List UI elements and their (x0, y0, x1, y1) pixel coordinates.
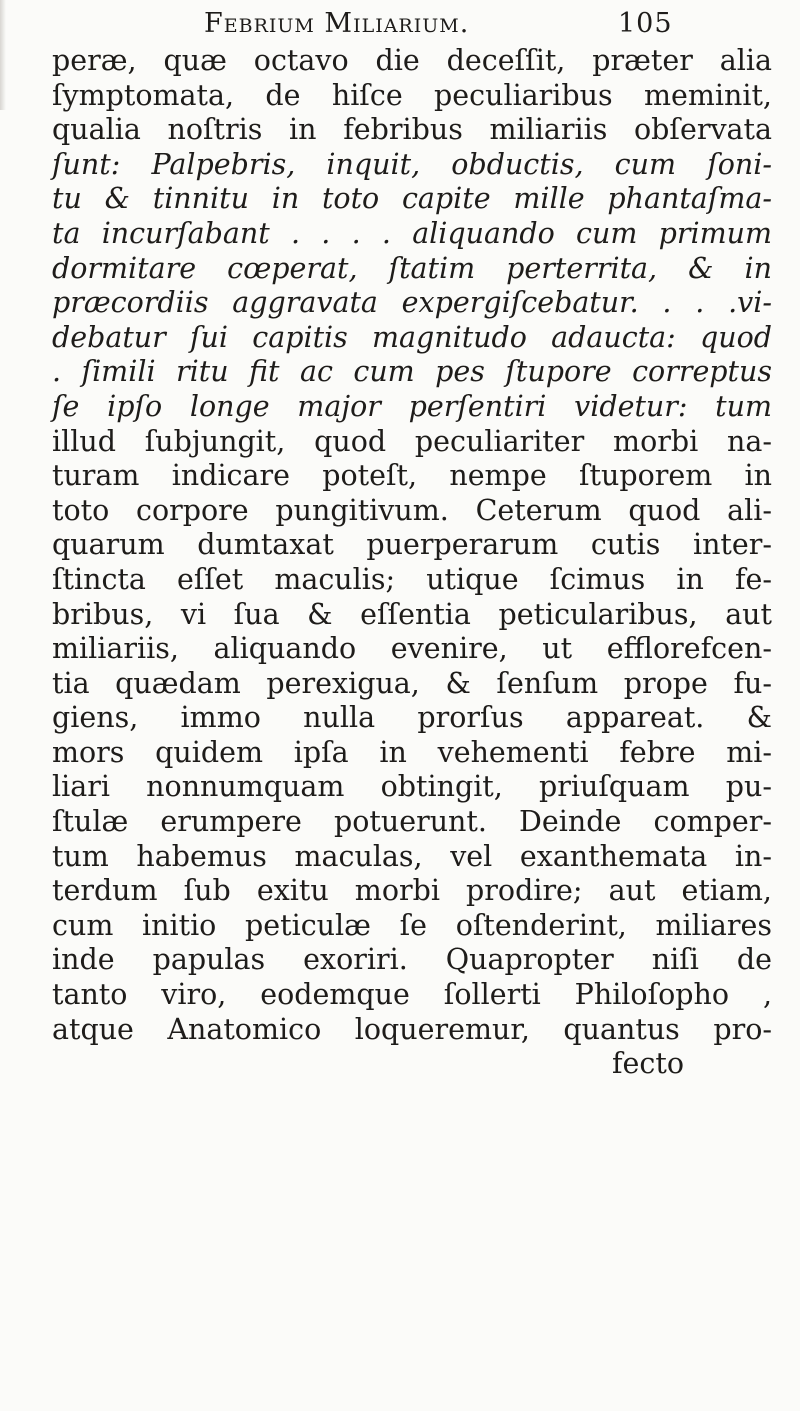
catchword: fecto (612, 1047, 684, 1081)
text-line: bribus, vi ſua & eſſentia peticularibus, aut (52, 597, 772, 631)
running-title: Febrium Miliarium. (204, 8, 470, 39)
text-line: tanto viro, eodemque ſollerti Philoſopho , (52, 978, 772, 1012)
text-line: atque Anatomico loqueremur, quantus pro- (52, 1012, 772, 1046)
text-line: qualia noſtris in febribus miliariis obſervata (52, 113, 772, 147)
text-line: giens, immo nulla prorſus appareat. & (52, 701, 772, 735)
text-line: ſtulæ erumpere potuerunt. Deinde comper- (52, 805, 772, 839)
page-number: 105 (618, 8, 673, 39)
text-line: terdum ſub exitu morbi prodire; aut etiam, (52, 874, 772, 908)
text-line: inde papulas exoriri. Quapropter niſi de (52, 943, 772, 977)
body-text (52, 44, 772, 1082)
text-line: miliariis, aliquando evenire, ut efflorefcen- (52, 632, 772, 666)
text-line: ſe ipſo longe major perſentiri videtur: tum (52, 389, 772, 423)
page-edge-shadow (0, 0, 6, 110)
text-line: ſunt: Palpebris, inquit, obductis, cum ſoni- (52, 147, 772, 181)
text-line: turam indicare poteſt, nempe ſtuporem in (52, 459, 772, 493)
text-line: toto corpore pungitivum. Ceterum quod ali- (52, 493, 772, 527)
text-line: mors quidem ipſa in vehementi febre mi- (52, 735, 772, 769)
text-line: tu & tinnitu in toto capite mille phantaſma- (52, 182, 772, 216)
text-line: quarum dumtaxat puerperarum cutis inter- (52, 528, 772, 562)
text-line: tum habemus maculas, vel exanthemata in- (52, 839, 772, 873)
text-line: ſtincta eſſet maculis; utique ſcimus in fe- (52, 562, 772, 596)
text-line: illud ſubjungit, quod peculiariter morbi na- (52, 424, 772, 458)
text-line: peræ, quæ octavo die deceſſit, præter alia (52, 44, 772, 77)
text-line: debatur ſui capitis magnitudo adaucta: quod (52, 320, 772, 354)
text-line: ſymptomata, de hiſce peculiaribus meminit, (52, 78, 772, 112)
text-line: cum initio peticulæ ſe oſtenderint, miliares (52, 908, 772, 942)
text-line: tia quædam perexigua, & ſenſum prope fu- (52, 666, 772, 700)
text-line: dormitare cœperat, ſtatim perterrita, & in (52, 251, 772, 285)
text-line: . ſimili ritu fit ac cum pes ſtupore correptus (52, 355, 772, 389)
text-line: ta incurſabant . . . . aliquando cum primum (52, 216, 772, 250)
text-line: liari nonnumquam obtingit, priuſquam pu- (52, 770, 772, 804)
text-line: præcordiis aggravata expergiſcebatur. . . .vi- (52, 286, 772, 320)
